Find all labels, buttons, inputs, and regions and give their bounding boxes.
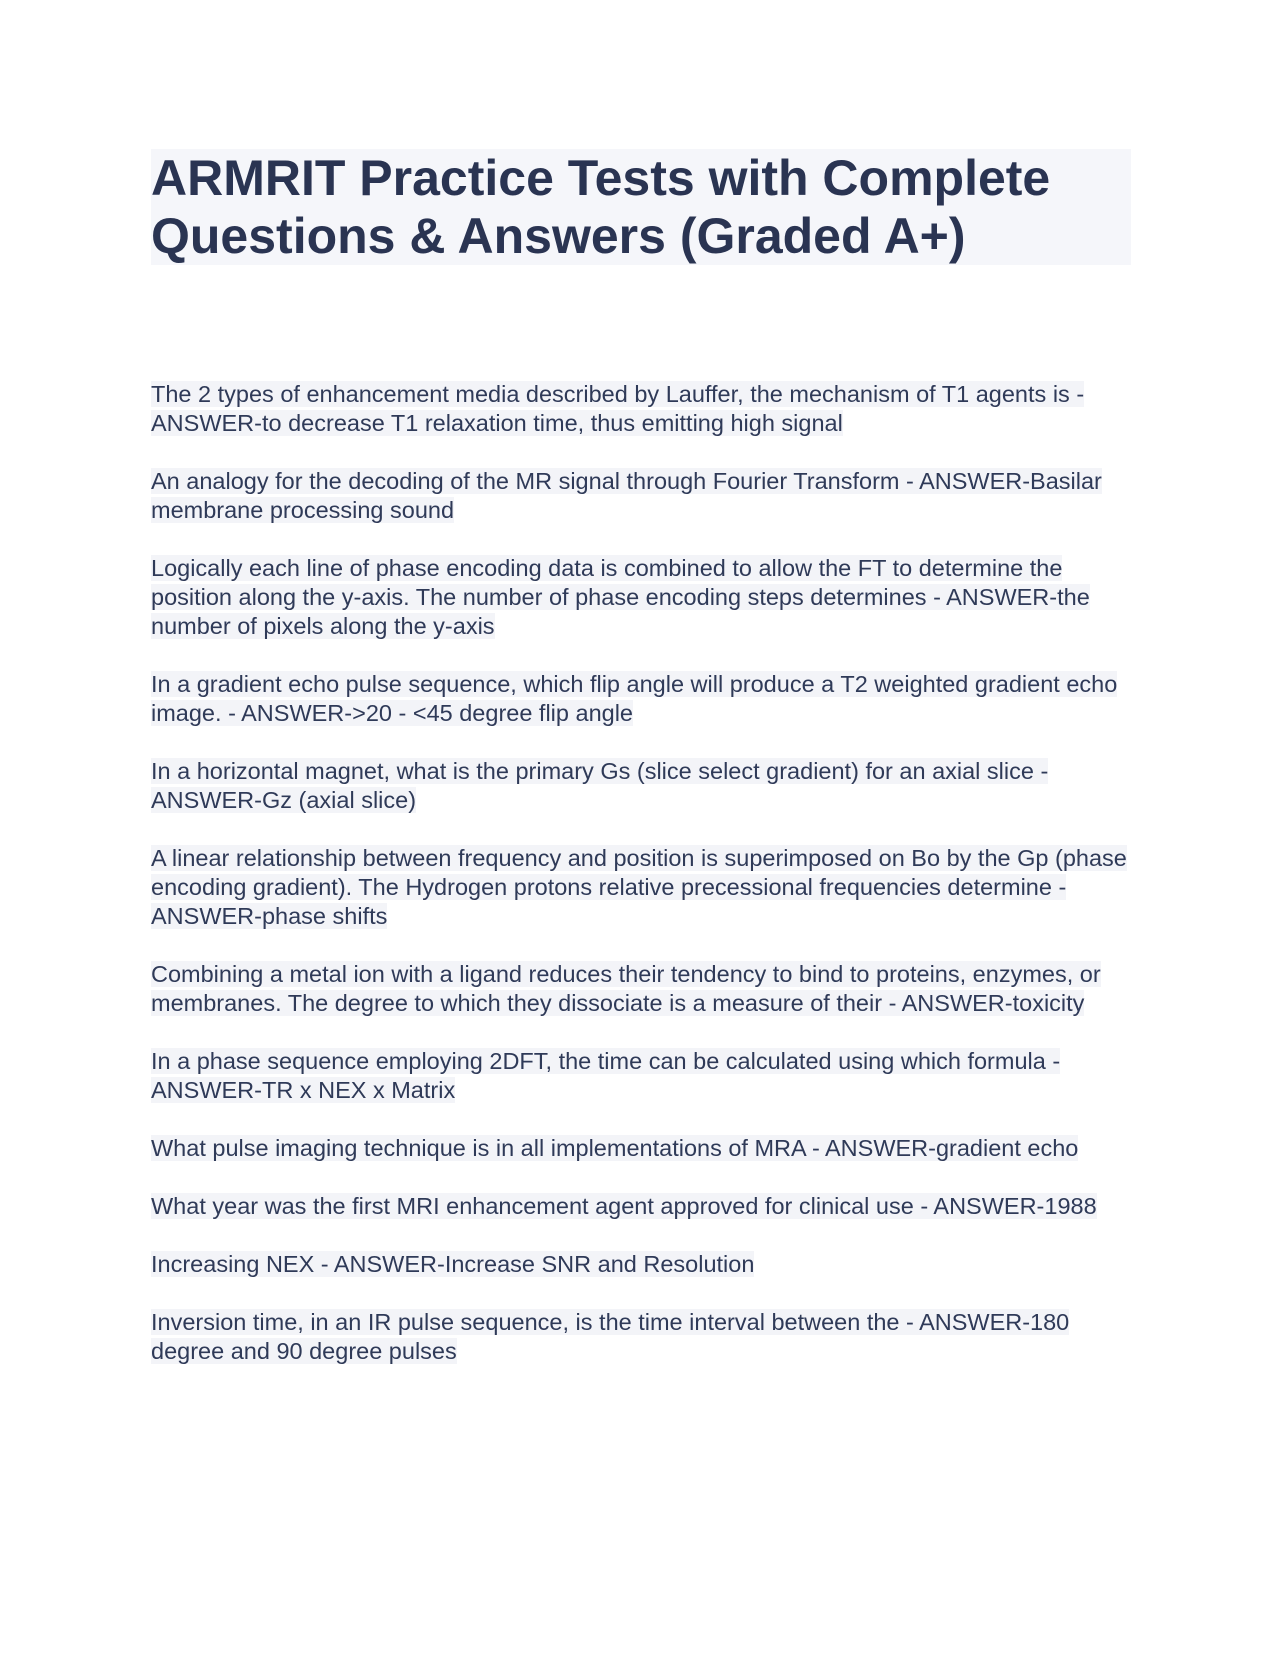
qa-item-text: A linear relationship between frequency and position is superimposed on Bo by the Gp (phase encoding gradient). The Hydrogen protons relative precessional frequencies determine - ANSWER-phase shifts: [151, 845, 1127, 929]
qa-item-text: What pulse imaging technique is in all implementations of MRA - ANSWER-gradient echo: [151, 1135, 1079, 1161]
document-title: ARMRIT Practice Tests with Complete Questions & Answers (Graded A+): [151, 150, 1051, 264]
qa-item-text: In a phase sequence employing 2DFT, the time can be calculated using which formula - ANSWER-TR x NEX x Matrix: [151, 1048, 1061, 1103]
qa-item: [151, 554, 1141, 641]
qa-item: [151, 670, 1141, 728]
qa-item: [151, 844, 1141, 931]
qa-item: [151, 1192, 1141, 1221]
qa-item-text: In a horizontal magnet, what is the primary Gs (slice select gradient) for an axial slice - ANSWER-Gz (axial slice): [151, 758, 1049, 813]
title-block: [151, 149, 1131, 265]
qa-item: [151, 1047, 1141, 1105]
qa-list: [151, 380, 1141, 1395]
qa-item: [151, 380, 1141, 438]
qa-item: [151, 960, 1141, 1018]
qa-item: [151, 757, 1141, 815]
qa-item: [151, 1250, 1141, 1279]
qa-item: [151, 1134, 1141, 1163]
qa-item: [151, 467, 1141, 525]
qa-item-text: In a gradient echo pulse sequence, which flip angle will produce a T2 weighted gradient echo image. - ANSWER->20 - <45 degree flip angle: [151, 671, 1118, 726]
qa-item-text: An analogy for the decoding of the MR signal through Fourier Transform - ANSWER-Basilar membrane processing sound: [151, 468, 1102, 523]
qa-item-text: Combining a metal ion with a ligand reduces their tendency to bind to proteins, enzymes, or membranes. The degree to which they dissociate is a measure of their - ANSWER-toxicity: [151, 961, 1101, 1016]
qa-item-text: What year was the first MRI enhancement agent approved for clinical use - ANSWER-1988: [151, 1193, 1097, 1219]
qa-item-text: The 2 types of enhancement media described by Lauffer, the mechanism of T1 agents is - ANSWER-to decrease T1 relaxation time, thus emitting high signal: [151, 381, 1085, 436]
qa-item: [151, 1308, 1141, 1366]
qa-item-text: Inversion time, in an IR pulse sequence, is the time interval between the - ANSWER-180 degree and 90 degree pulses: [151, 1309, 1070, 1364]
qa-item-text: Logically each line of phase encoding data is combined to allow the FT to determine the position along the y-axis. The number of phase encoding steps determines - ANSWER-the number of pixels along the y-axis: [151, 555, 1090, 639]
qa-item-text: Increasing NEX - ANSWER-Increase SNR and Resolution: [151, 1251, 755, 1277]
